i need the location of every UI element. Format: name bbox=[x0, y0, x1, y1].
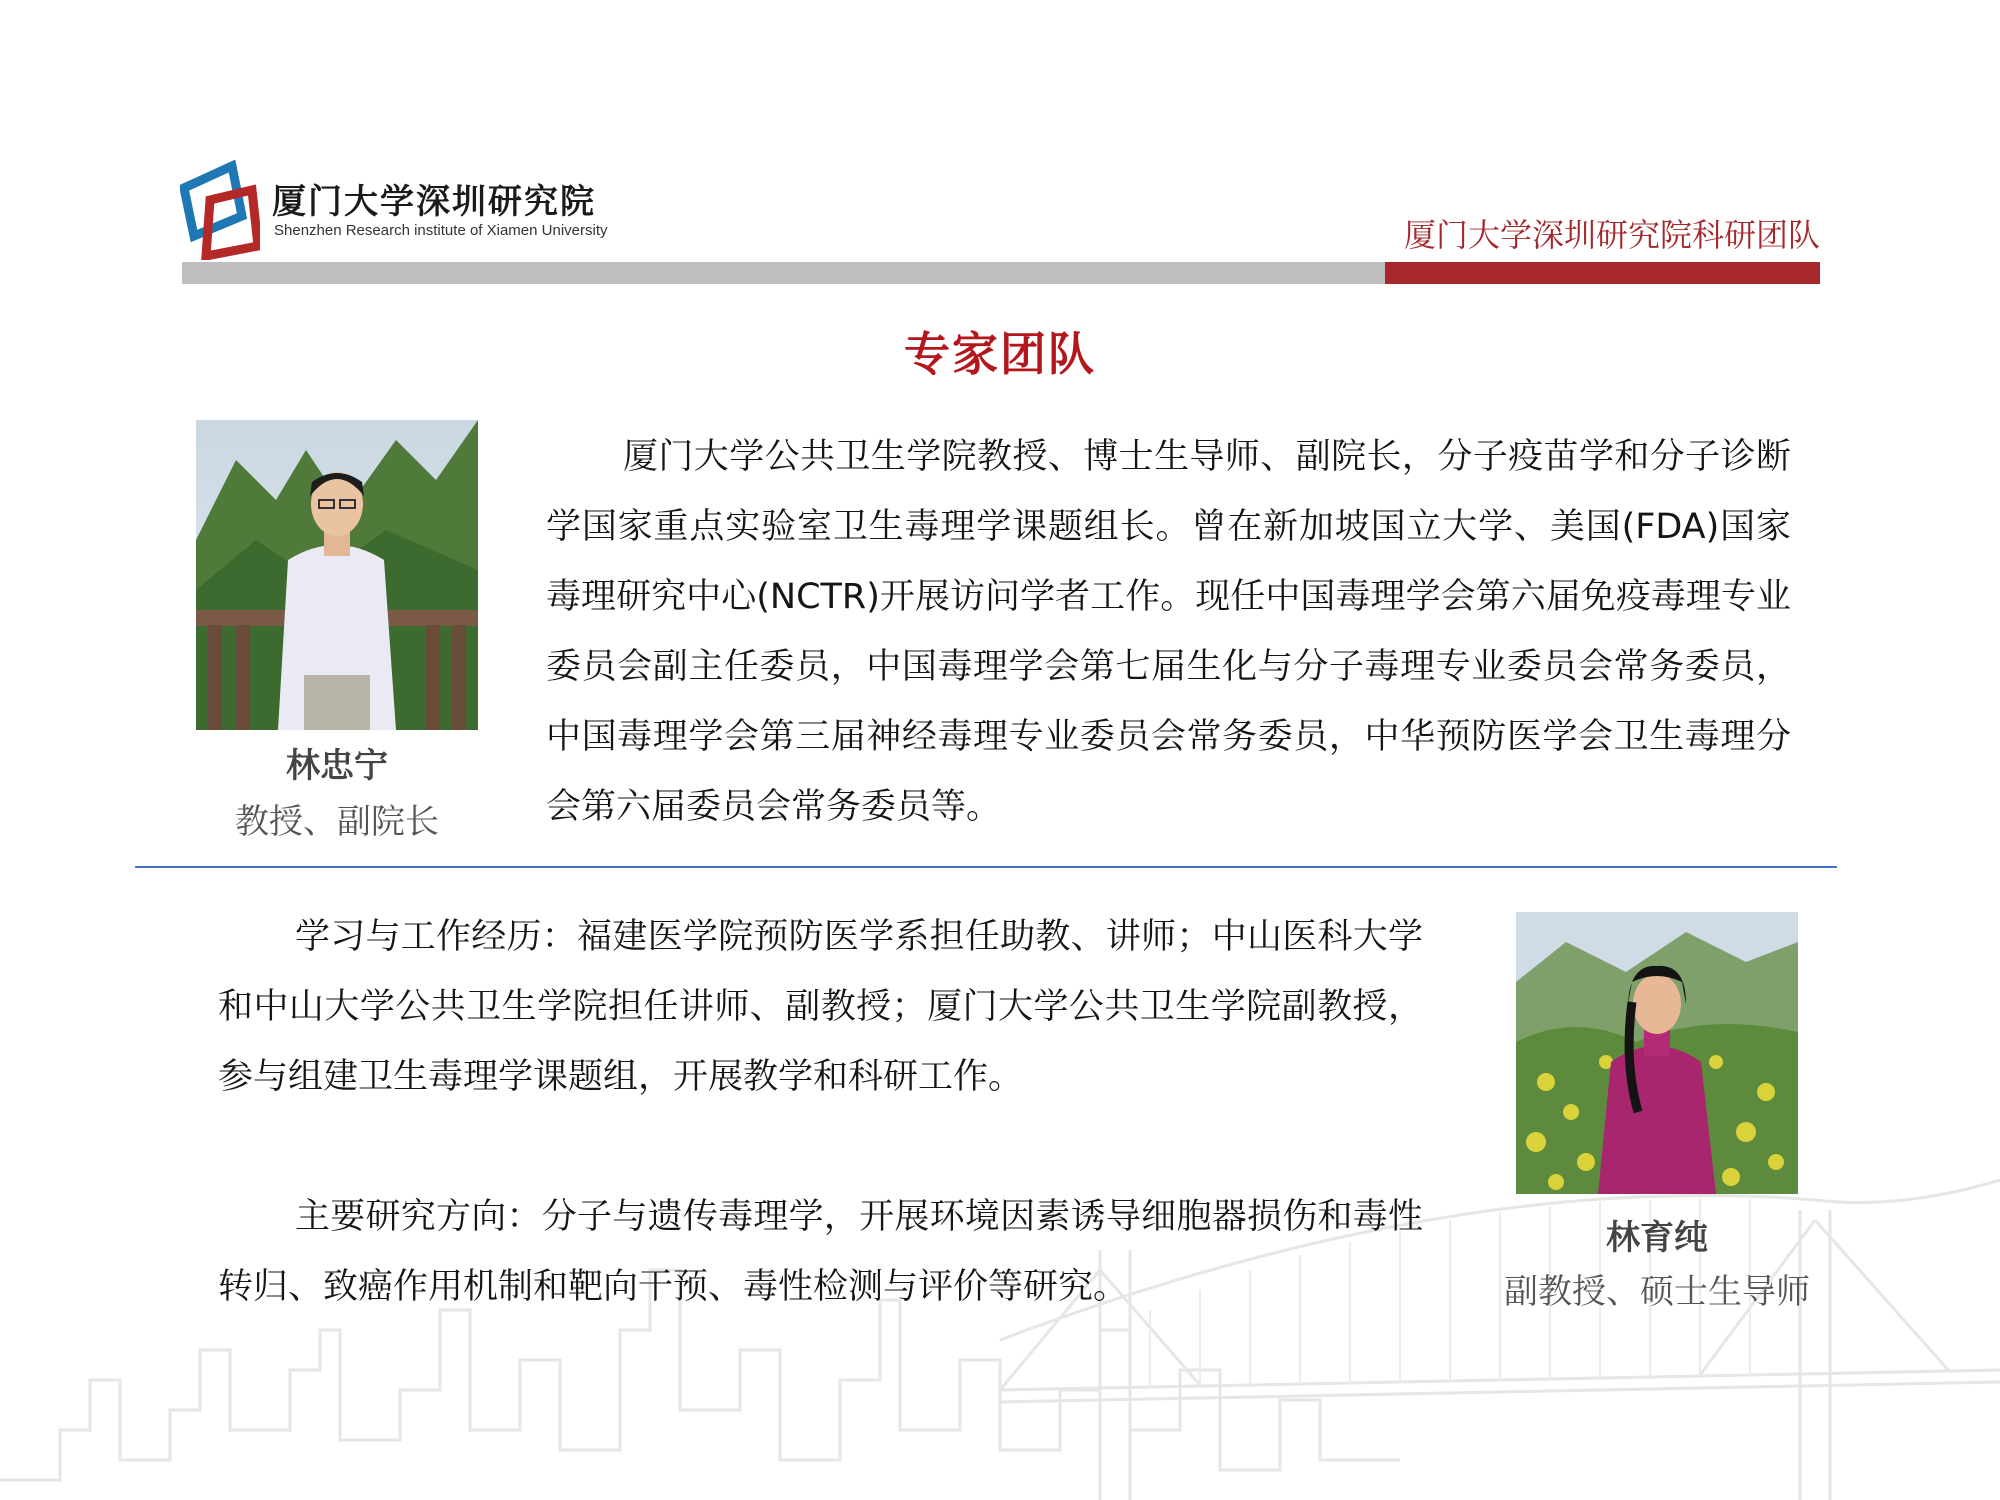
expert-title: 副教授、硕士生导师 bbox=[1504, 1272, 1810, 1312]
expert-name: 林忠宁 bbox=[286, 746, 388, 786]
header-bar-gray bbox=[182, 262, 1385, 284]
page-title: 专家团队 bbox=[904, 327, 1096, 381]
expert-bio: 厦门大学公共卫生学院教授、博士生导师、副院长，分子疫苗学和分子诊断学国家重点实验室卫生毒理学课题组长。曾在新加坡国立大学、美国(FDA)国家毒理研究中心(NCTR)开展访问学者工作。现任中国毒理学会第六届免疫毒理专业委员会副主任委员，中国毒理学会第七届生化与分子毒理专业委员会常务委员，中国毒理学会第三届神经毒理专业委员会常务委员，中华预防医学会卫生毒理分会第六届委员会常务委员等。 bbox=[546, 437, 1791, 827]
expert-experience: 学习与工作经历：福建医学院预防医学系担任助教、讲师；中山医科大学和中山大学公共卫生学院担任讲师、副教授；厦门大学公共卫生学院副教授，参与组建卫生毒理学课题组，开展教学和科研工作。 bbox=[218, 917, 1423, 1097]
expert-name: 林育纯 bbox=[1606, 1218, 1708, 1258]
org-label: 厦门大学深圳研究院科研团队 bbox=[1403, 216, 1820, 254]
header-bar-red bbox=[1385, 262, 1820, 284]
expert-photo-lin-zhongning bbox=[196, 420, 478, 730]
expert-photo-lin-yuchun bbox=[1516, 912, 1798, 1194]
section-divider bbox=[135, 866, 1837, 868]
logo-text-en: Shenzhen Research institute of Xiamen University bbox=[274, 222, 608, 239]
logo-text-cn: 厦门大学深圳研究院 bbox=[272, 182, 596, 222]
institute-logo bbox=[180, 160, 620, 260]
expert-research: 主要研究方向：分子与遗传毒理学，开展环境因素诱导细胞器损伤和毒性转归、致癌作用机制和靶向干预、毒性检测与评价等研究。 bbox=[218, 1197, 1423, 1307]
expert-title: 教授、副院长 bbox=[235, 802, 439, 842]
logo-emblem-icon bbox=[180, 160, 260, 260]
